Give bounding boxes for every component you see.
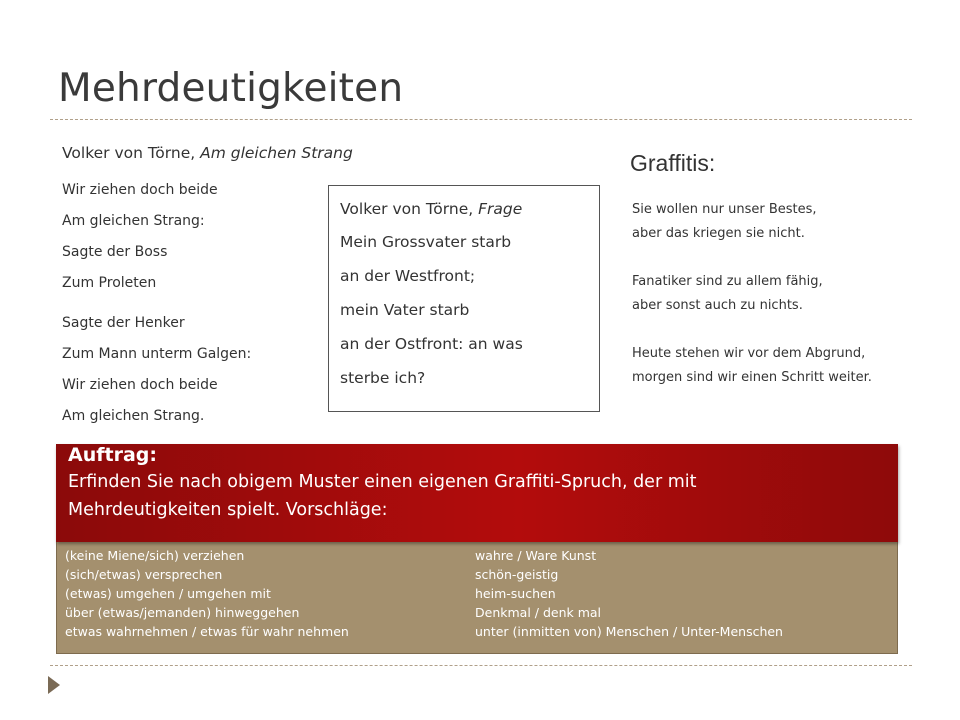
graffiti-heading: Graffitis: — [630, 150, 716, 176]
suggestion-item: (etwas) umgehen / umgehen mit — [65, 586, 271, 601]
task-heading: Auftrag: — [68, 444, 157, 466]
slide-bullet-icon — [48, 676, 60, 694]
suggestion-item: schön-geistig — [475, 567, 559, 582]
bottom-divider — [50, 665, 912, 666]
suggestion-item: wahre / Ware Kunst — [475, 548, 597, 563]
poem-line: Am gleichen Strang: — [62, 213, 205, 229]
suggestion-item: (sich/etwas) versprechen — [65, 567, 223, 582]
graffiti-line: Heute stehen wir vor dem Abgrund, — [632, 346, 866, 361]
poem1-author: Volker von Törne, — [62, 144, 196, 162]
graffiti-line: Fanatiker sind zu allem fähig, — [632, 274, 823, 289]
task-text — [68, 468, 886, 524]
suggestion-item: über (etwas/jemanden) hinweggehen — [65, 605, 300, 620]
suggestions-right-column — [475, 547, 783, 642]
suggestions-panel — [56, 534, 898, 654]
graffiti-line: aber das kriegen sie nicht. — [632, 226, 805, 241]
poem-line: an der Westfront; — [340, 267, 476, 285]
poem-line: Zum Mann unterm Galgen: — [62, 346, 252, 362]
suggestion-item: heim-suchen — [475, 586, 556, 601]
poem-line: Am gleichen Strang. — [62, 408, 205, 424]
suggestions-left-column — [65, 547, 349, 642]
suggestion-item: (keine Miene/sich) verziehen — [65, 548, 245, 563]
graffiti-list — [632, 200, 872, 392]
slide-title: Mehrdeutigkeiten — [58, 66, 404, 111]
suggestion-item: Denkmal / denk mal — [475, 605, 602, 620]
poem1-work: Am gleichen Strang — [200, 144, 353, 162]
graffiti-line: Sie wollen nur unser Bestes, — [632, 202, 817, 217]
poem-line: mein Vater starb — [340, 301, 470, 319]
poem-line: Wir ziehen doch beide — [62, 377, 218, 393]
poem2-box — [328, 185, 600, 412]
poem-line: Mein Grossvater starb — [340, 233, 512, 251]
poem1-text — [62, 180, 251, 437]
task-line: Mehrdeutigkeiten spielt. Vorschläge: — [68, 500, 388, 520]
poem-line: Sagte der Boss — [62, 244, 168, 260]
poem2-heading — [340, 200, 599, 218]
poem1-heading — [62, 144, 353, 162]
poem-line: Zum Proleten — [62, 275, 157, 291]
poem2-work: Frage — [478, 200, 523, 218]
poem2-author: Volker von Törne, — [340, 200, 474, 218]
task-line: Erfinden Sie nach obigem Muster einen eigenen Graffiti-Spruch, der mit — [68, 472, 697, 492]
top-divider — [50, 119, 912, 120]
poem-line: Sagte der Henker — [62, 315, 185, 331]
poem-line: sterbe ich? — [340, 369, 426, 387]
graffiti-line: morgen sind wir einen Schritt weiter. — [632, 370, 872, 385]
suggestion-item: unter (inmitten von) Menschen / Unter-Menschen — [475, 624, 783, 639]
graffiti-line: aber sonst auch zu nichts. — [632, 298, 803, 313]
suggestion-item: etwas wahrnehmen / etwas für wahr nehmen — [65, 624, 349, 639]
poem-line: Wir ziehen doch beide — [62, 182, 218, 198]
poem-line: an der Ostfront: an was — [340, 335, 523, 353]
task-box — [56, 444, 898, 542]
